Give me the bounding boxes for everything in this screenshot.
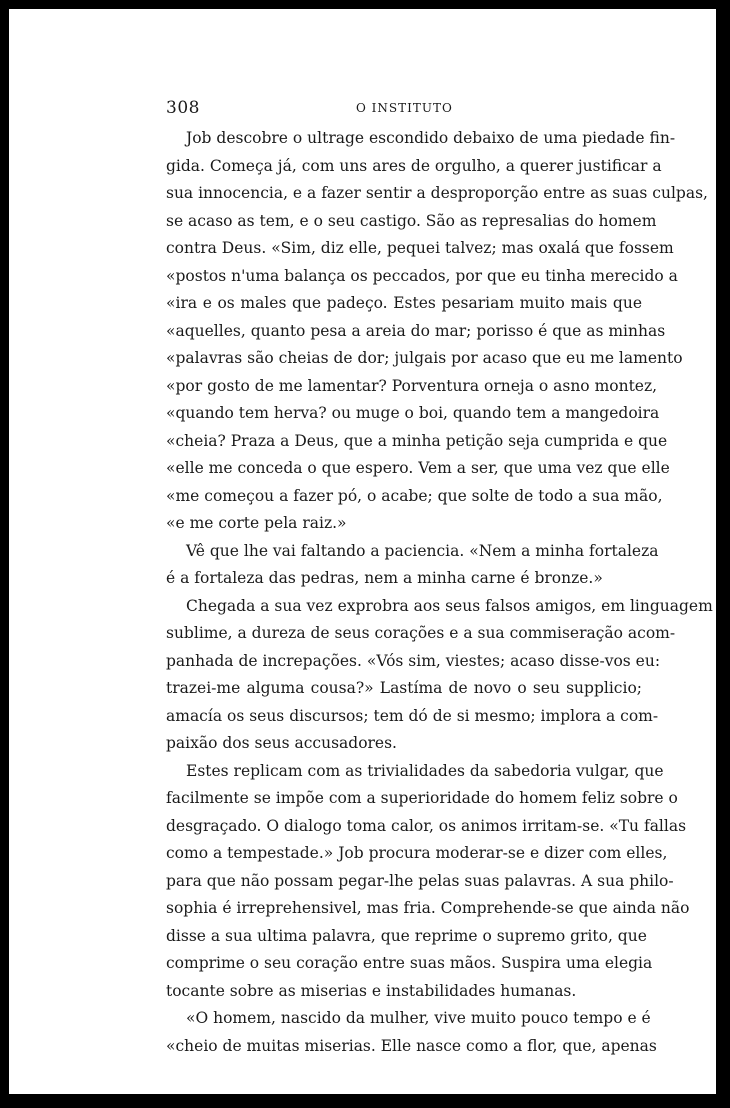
text-line: «elle me conceda o que espero. Vem a ser, que uma vez que elle bbox=[166, 459, 670, 477]
text-line: «me começou a fazer pó, o acabe; que solte de todo a sua mão, bbox=[166, 486, 663, 505]
text-line: Vê que lhe vai faltando a paciencia. «Nem a minha fortaleza bbox=[186, 541, 659, 560]
text-line: tocante sobre as miserias e instabilidades humanas. bbox=[166, 981, 577, 1000]
text-line: «cheia? Praza a Deus, que a minha petição seja cumprida e que bbox=[166, 431, 668, 450]
page-number: 308 bbox=[166, 98, 200, 118]
text-line: «cheio de muitas miserias. Elle nasce como a flor, que, apenas bbox=[166, 1036, 657, 1055]
text-line: Estes replicam com as trivialidades da sabedoria vulgar, que bbox=[186, 761, 664, 780]
text-line: gida. Começa já, com uns ares de orgulho, a querer justificar a bbox=[166, 156, 662, 175]
text-line: Chegada a sua vez exprobra aos seus falsos amigos, em linguagem bbox=[186, 596, 713, 615]
scan-border-bottom bbox=[0, 1094, 730, 1108]
scan-border-left bbox=[0, 0, 9, 1108]
text-line: contra Deus. «Sim, diz elle, pequei talvez; mas oxalá que fossem bbox=[166, 239, 674, 257]
text-line: desgraçado. O dialogo toma calor, os animos irritam-se. «Tu fallas bbox=[166, 816, 687, 835]
text-line: para que não possam pegar-lhe pelas suas palavras. A sua philo- bbox=[166, 871, 674, 890]
text-line: «ira e os males que padeço. Estes pesariam muito mais que bbox=[166, 294, 642, 312]
page-header bbox=[166, 98, 642, 122]
text-line: paixão dos seus accusadores. bbox=[166, 734, 397, 752]
text-line: «postos n'uma balança os peccados, por que eu tinha merecido a bbox=[166, 266, 678, 285]
text-line: «palavras são cheias de dor; julgais por acaso que eu me lamento bbox=[166, 349, 683, 367]
text-line: facilmente se impõe com a superioridade do homem feliz sobre o bbox=[166, 789, 678, 807]
text-line: «aquelles, quanto pesa a areia do mar; porisso é que as minhas bbox=[166, 321, 666, 340]
text-line: se acaso as tem, e o seu castigo. São as represalias do homem bbox=[166, 211, 657, 230]
text-line: «por gosto de me lamentar? Porventura orneja o asno montez, bbox=[166, 376, 658, 395]
text-line: Job descobre o ultrage escondido debaixo de uma piedade fin- bbox=[186, 129, 676, 147]
text-line: «e me corte pela raiz.» bbox=[166, 514, 347, 532]
text-line: como a tempestade.» Job procura moderar-se e dizer com elles, bbox=[166, 844, 668, 862]
text-line: trazei-me alguma cousa?» Lastíma de novo o seu supplicio; bbox=[166, 679, 642, 697]
text-line: sophia é irreprehensivel, mas fria. Comprehende-se que ainda não bbox=[166, 899, 690, 917]
text-line: sublime, a dureza de seus corações e a sua commiseração acom- bbox=[166, 624, 676, 642]
text-line: disse a sua ultima palavra, que reprime o supremo grito, que bbox=[166, 926, 647, 945]
body-text bbox=[166, 125, 713, 1060]
text-line: «quando tem herva? ou muge o boi, quando tem a mangedoira bbox=[166, 404, 660, 422]
text-line: é a fortaleza das pedras, nem a minha carne é bronze.» bbox=[166, 569, 603, 587]
scan-border-right bbox=[716, 0, 730, 1108]
running-title: O INSTITUTO bbox=[356, 101, 453, 115]
text-line: comprime o seu coração entre suas mãos. Suspira uma elegia bbox=[166, 954, 653, 972]
text-line: «O homem, nascido da mulher, vive muito pouco tempo e é bbox=[186, 1009, 651, 1027]
text-line: amacía os seus discursos; tem dó de si mesmo; implora a com- bbox=[166, 706, 659, 725]
text-line: sua innocencia, e a fazer sentir a desproporção entre as suas culpas, bbox=[166, 184, 708, 202]
scan-border-top bbox=[0, 0, 730, 9]
text-line: panhada de increpações. «Vós sim, viestes; acaso disse-vos eu: bbox=[166, 651, 661, 670]
